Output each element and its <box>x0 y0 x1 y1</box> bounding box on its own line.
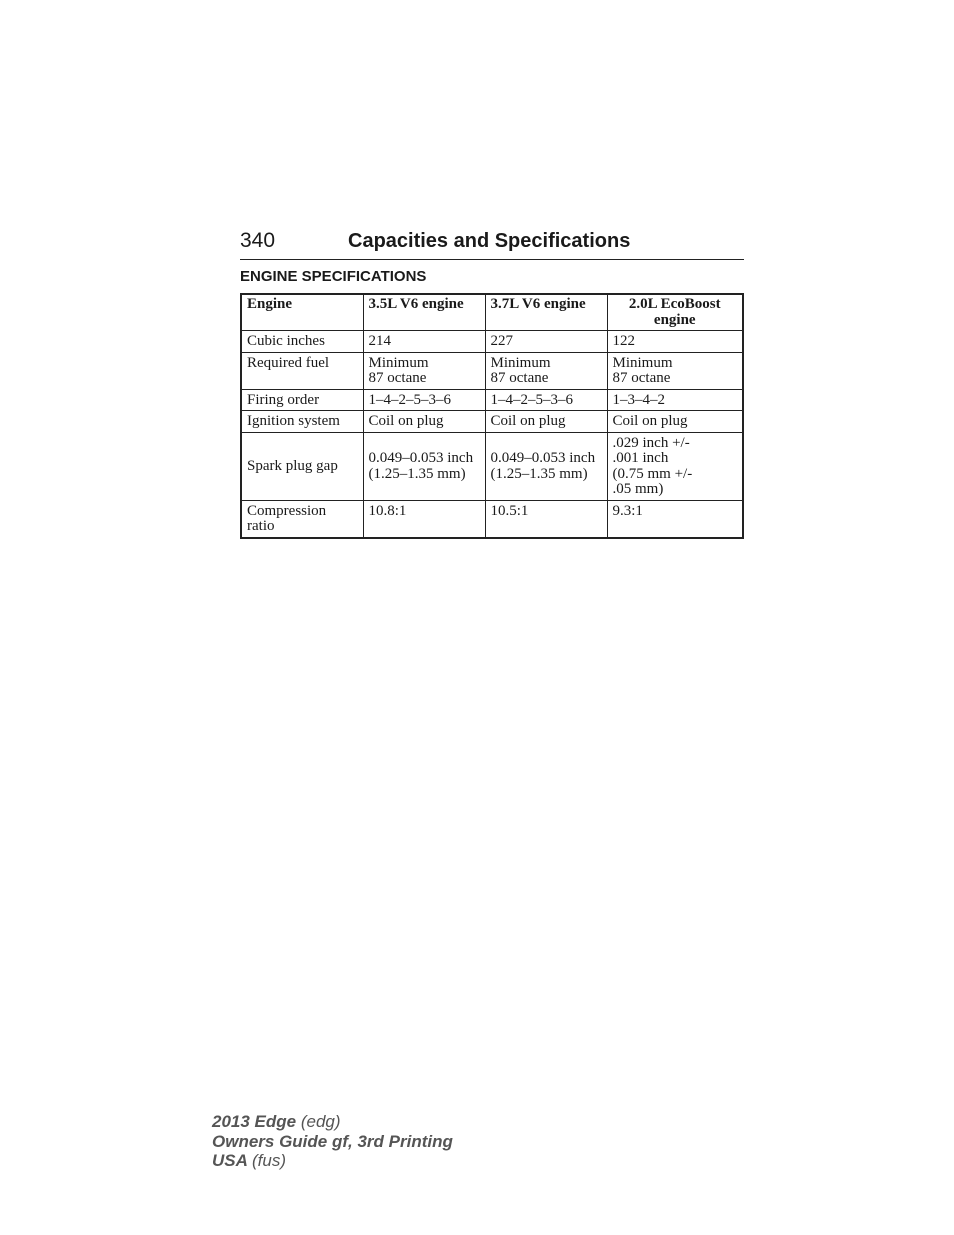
table-cell: Coil on plug <box>607 411 743 433</box>
table-row <box>241 432 743 500</box>
cell-line: (1.25–1.35 mm) <box>368 465 466 482</box>
cell-line: .001 inch <box>612 450 669 466</box>
cell-line: Compression <box>247 502 327 519</box>
footer-model-code: (edg) <box>300 1112 341 1131</box>
cell-line: Minimum <box>490 354 551 371</box>
table-cell: 1–4–2–5–3–6 <box>363 389 485 411</box>
cell-line: 0.049–0.053 inch <box>490 450 596 466</box>
footer-line-guide: Owners Guide gf, 3rd Printing <box>212 1131 453 1151</box>
cell-line: 87 octane <box>612 370 671 386</box>
column-header-engine: Engine <box>241 294 363 331</box>
section-title: ENGINE SPECIFICATIONS <box>240 268 427 285</box>
page-number: 340 <box>240 229 276 252</box>
row-label: Spark plug gap <box>241 432 363 500</box>
table-row <box>241 352 743 389</box>
cell-line: 87 octane <box>368 370 427 386</box>
cell-line: (1.25–1.35 mm) <box>490 465 588 482</box>
table-row <box>241 411 743 433</box>
table-cell: Coil on plug <box>485 411 607 433</box>
table-cell: 1–4–2–5–3–6 <box>485 389 607 411</box>
table-cell <box>607 352 743 389</box>
page-footer <box>212 1112 453 1171</box>
engine-specifications-table <box>240 293 744 539</box>
table-cell <box>363 352 485 389</box>
footer-model: 2013 Edge <box>212 1112 297 1131</box>
cell-line: .029 inch +/- <box>612 434 690 451</box>
cell-line: (0.75 mm +/- <box>612 465 693 482</box>
table-cell <box>607 432 743 500</box>
column-header-2-0l-ecoboost: 2.0L EcoBoost engine <box>607 294 743 331</box>
row-label <box>241 500 363 538</box>
table-cell: 9.3:1 <box>607 500 743 538</box>
cell-line: .05 mm) <box>612 481 664 497</box>
table-cell: Coil on plug <box>363 411 485 433</box>
table-cell <box>485 432 607 500</box>
cell-line: 87 octane <box>490 370 549 386</box>
footer-market-code: (fus) <box>252 1151 286 1170</box>
table-cell: 1–3–4–2 <box>607 389 743 411</box>
cell-line: Minimum <box>612 354 673 371</box>
table-cell: 10.5:1 <box>485 500 607 538</box>
row-label: Cubic inches <box>241 331 363 353</box>
row-label: Ignition system <box>241 411 363 433</box>
table-cell: 122 <box>607 331 743 353</box>
table-header-row <box>241 294 743 331</box>
table-row <box>241 389 743 411</box>
cell-line: ratio <box>247 518 275 534</box>
chapter-title: Capacities and Specifications <box>348 230 631 252</box>
table-row <box>241 500 743 538</box>
column-header-3-5l-v6: 3.5L V6 engine <box>363 294 485 331</box>
cell-line: Minimum <box>368 354 429 371</box>
cell-line: 0.049–0.053 inch <box>368 450 474 466</box>
page-header <box>240 228 744 260</box>
footer-line-market <box>212 1151 453 1171</box>
table-cell: 227 <box>485 331 607 353</box>
table-cell: 214 <box>363 331 485 353</box>
column-header-3-7l-v6: 3.7L V6 engine <box>485 294 607 331</box>
footer-market: USA <box>212 1151 248 1170</box>
table-cell <box>485 352 607 389</box>
table-row <box>241 331 743 353</box>
row-label: Required fuel <box>241 352 363 389</box>
row-label: Firing order <box>241 389 363 411</box>
table-cell <box>363 432 485 500</box>
table-cell: 10.8:1 <box>363 500 485 538</box>
footer-line-model <box>212 1112 453 1132</box>
